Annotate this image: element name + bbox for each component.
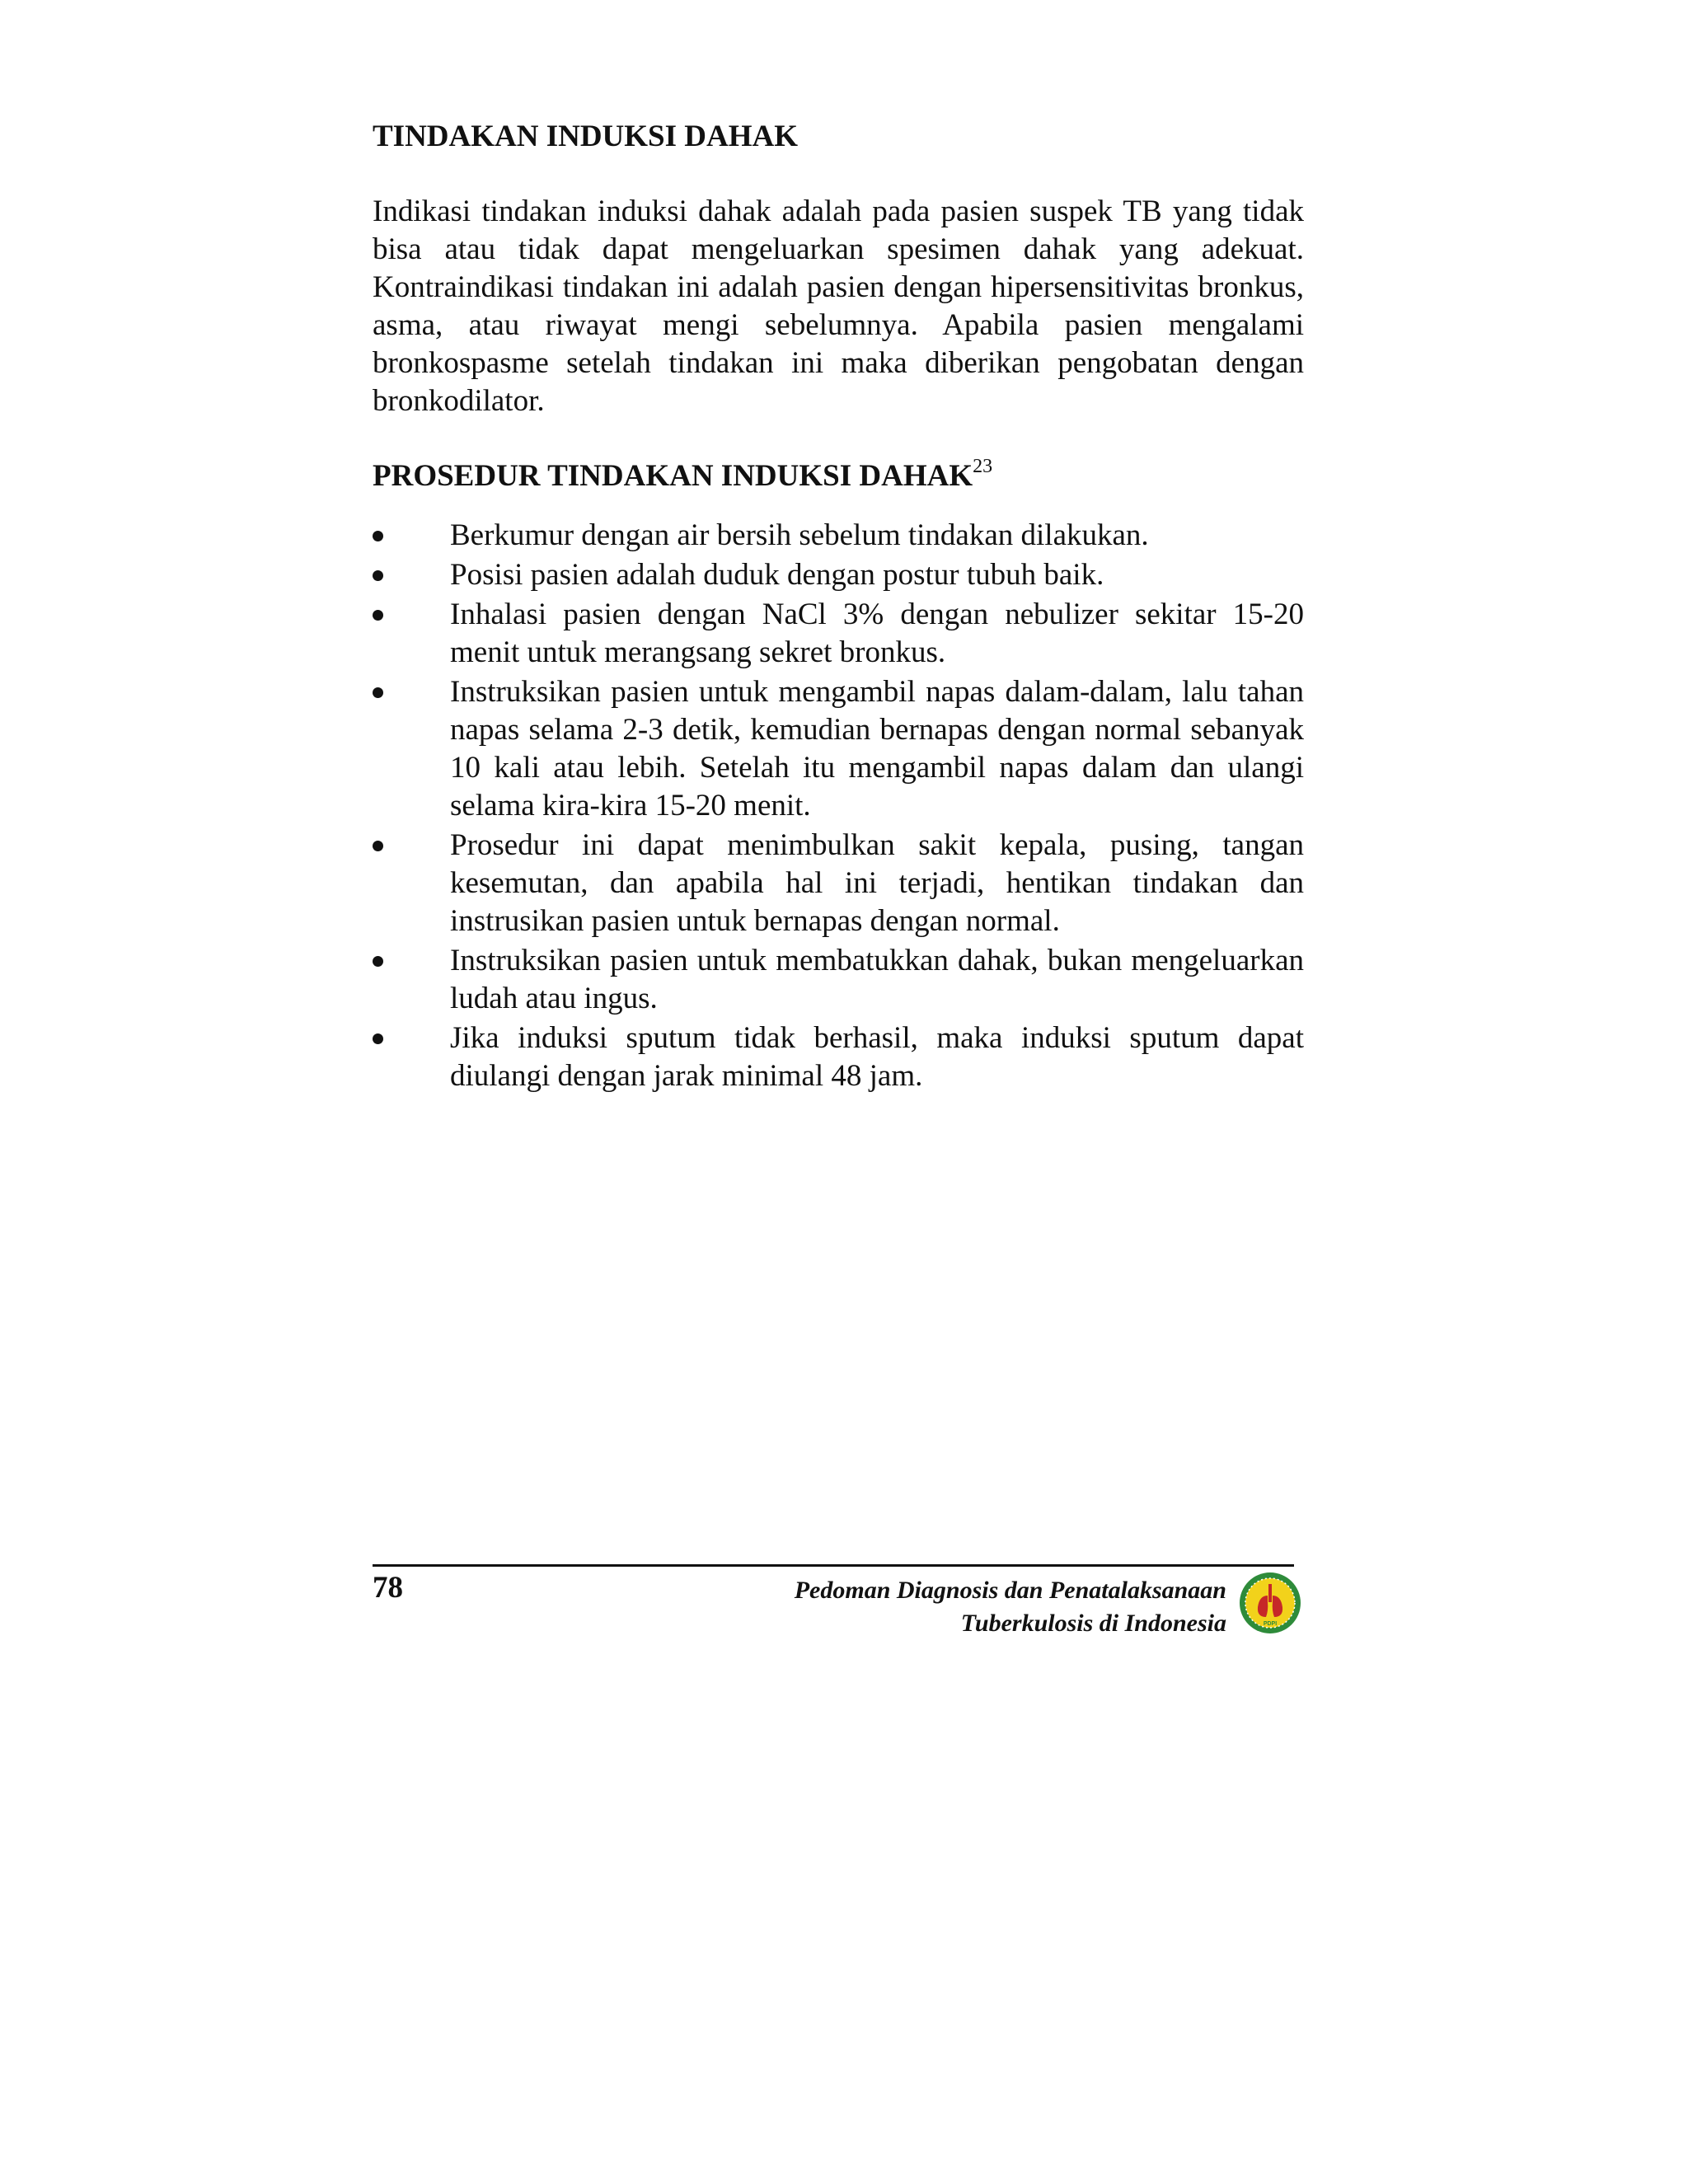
list-item-text: Prosedur ini dapat menimbulkan sakit kepala, pusing, tangan kesemutan, dan apabila hal ini terjadi, hentikan tindakan dan instrusikan pasien untuk bernapas dengan normal. — [450, 828, 1304, 938]
intro-paragraph: Indikasi tindakan induksi dahak adalah pada pasien suspek TB yang tidak bisa atau tidak dapat mengeluarkan spesimen dahak yang adekuat. Kontraindikasi tindakan ini adalah pasien dengan hipersensitivitas bronkus, asma, atau riwayat mengi sebelumnya. Apabila pasien mengalami bronkospasme setelah tindakan ini maka diberikan pengobatan dengan bronkodilator. — [373, 194, 1304, 418]
list-item-text: Instruksikan pasien untuk membatukkan dahak, bukan mengeluarkan ludah atau ingus. — [450, 944, 1304, 1015]
list-item — [373, 827, 1304, 940]
reference-superscript: 23 — [973, 456, 993, 477]
list-item-text: Inhalasi pasien dengan NaCl 3% dengan nebulizer sekitar 15-20 menit untuk merangsang sekret bronkus. — [450, 598, 1304, 669]
footer-divider — [373, 1564, 1294, 1567]
bullet-icon — [373, 956, 383, 967]
list-item — [373, 556, 1304, 594]
section-heading: TINDAKAN INDUKSI DAHAK — [373, 120, 798, 153]
procedure-heading — [373, 453, 1304, 499]
list-item — [373, 517, 1304, 555]
list-item — [373, 673, 1304, 825]
bullet-icon — [373, 841, 383, 851]
bullet-icon — [373, 1033, 383, 1044]
list-item — [373, 596, 1304, 672]
list-item-text: Instruksikan pasien untuk mengambil napas dalam-dalam, lalu tahan napas selama 2-3 detik, kemudian bernapas dengan normal sebanyak 10 kali atau lebih. Setelah itu mengambil napas dalam dan ulangi selama kira-kira 15-20 menit. — [450, 675, 1304, 823]
procedure-list — [373, 517, 1304, 1097]
procedure-heading-text: PROSEDUR TINDAKAN INDUKSI DAHAK — [373, 459, 973, 493]
bullet-icon — [373, 570, 383, 581]
lungs-emblem-icon — [1238, 1571, 1302, 1635]
list-item — [373, 1019, 1304, 1095]
list-item-text: Posisi pasien adalah duduk dengan postur tubuh baik. — [450, 558, 1104, 592]
logo-text: PDPI — [1263, 1621, 1278, 1627]
bullet-icon — [373, 610, 383, 621]
bullet-icon — [373, 687, 383, 698]
footer-title-line1: Pedoman Diagnosis dan Penatalaksanaan — [794, 1577, 1226, 1604]
page-number: 78 — [373, 1571, 403, 1605]
list-item-text: Berkumur dengan air bersih sebelum tindakan dilakukan. — [450, 518, 1149, 552]
footer-book-title — [795, 1574, 1226, 1640]
list-item — [373, 942, 1304, 1018]
footer-title-line2: Tuberkulosis di Indonesia — [960, 1610, 1226, 1637]
bullet-icon — [373, 531, 383, 541]
list-item-text: Jika induksi sputum tidak berhasil, maka induksi sputum dapat diulangi dengan jarak minimal 48 jam. — [450, 1021, 1304, 1093]
